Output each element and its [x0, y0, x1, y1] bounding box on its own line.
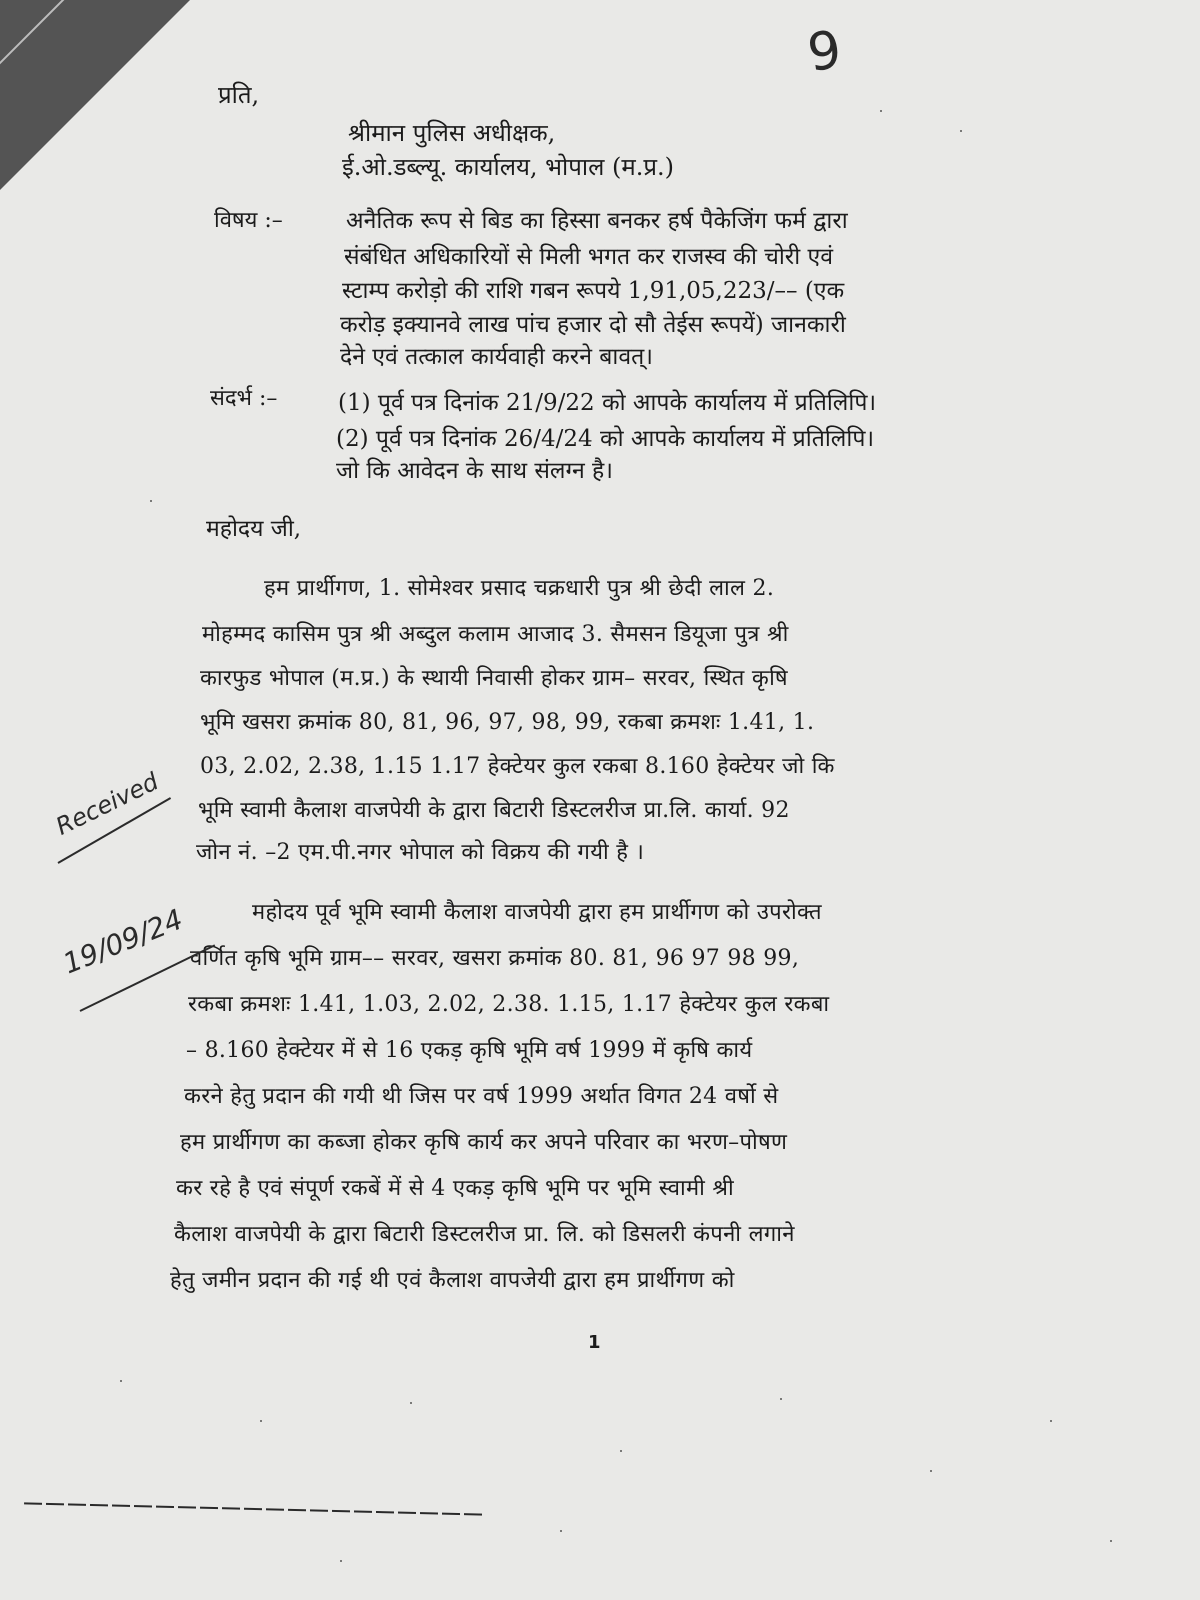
reference-line: (2) पूर्व पत्र दिनांक 26/4/24 को आपके कार्यालय में प्रतिलिपि। [336, 426, 875, 452]
reference-line: (1) पूर्व पत्र दिनांक 21/9/22 को आपके कार्यालय में प्रतिलिपि। [338, 390, 877, 416]
paragraph-line: हम प्रार्थीगण, 1. सोमेश्वर प्रसाद चक्रधारी पुत्र श्री छेदी लाल 2. [264, 576, 775, 601]
paragraph-line: 03, 2.02, 2.38, 1.15 1.17 हेक्टेयर कुल रकबा 8.160 हेक्टेयर जो कि [200, 754, 835, 779]
subject-line: अनैतिक रूप से बिड का हिस्सा बनकर हर्ष पैकेजिंग फर्म द्वारा [346, 208, 848, 234]
date-handwritten-annotation: 19/09/24 [58, 902, 188, 981]
subject-label: विषय :– [214, 208, 283, 233]
paragraph-line: महोदय पूर्व भूमि स्वामी कैलाश वाजपेयी द्वारा हम प्रार्थीगण को उपरोक्त [252, 900, 822, 925]
subject-line: करोड़ इक्यानवे लाख पांच हजार दो सौ तेईस रूपयें) जानकारी [340, 312, 846, 338]
reference-line: जो कि आवेदन के साथ संलग्न है। [336, 458, 613, 484]
folded-corner [0, 0, 190, 190]
addressee-line-1: श्रीमान पुलिस अधीक्षक, [348, 119, 556, 147]
paragraph-line: भूमि स्वामी कैलाश वाजपेयी के द्वारा बिटारी डिस्टलरीज प्रा.लि. कार्या. 92 [198, 798, 790, 823]
subject-line: देने एवं तत्काल कार्यवाही करने बावत्। [340, 344, 653, 370]
paragraph-line: मोहम्मद कासिम पुत्र श्री अब्दुल कलाम आजाद 3. सैमसन डियूजा पुत्र श्री [202, 622, 789, 647]
subject-line: संबंधित अधिकारियों से मिली भगत कर राजस्व की चोरी एवं [344, 244, 833, 270]
page-number: 1 [588, 1332, 601, 1353]
paragraph-line: कारफुड भोपाल (म.प्र.) के स्थायी निवासी होकर ग्राम– सरवर, स्थित कृषि [200, 666, 788, 691]
paragraph-line: कैलाश वाजपेयी के द्वारा बिटारी डिस्टलरीज प्रा. लि. को डिसलरी कंपनी लगाने [174, 1222, 795, 1247]
bottom-dashed-rule [24, 1502, 484, 1515]
addressee-line-2: ई.ओ.डब्ल्यू. कार्यालय, भोपाल (म.प्र.) [342, 153, 674, 181]
paragraph-line: जोन नं. –2 एम.पी.नगर भोपाल को विक्रय की गयी है । [196, 840, 645, 865]
handwritten-page-mark: 9 [803, 19, 846, 85]
paragraph-line: – 8.160 हेक्टेयर में से 16 एकड़ कृषि भूमि वर्ष 1999 में कृषि कार्य [186, 1038, 753, 1063]
paragraph-line: कर रहे है एवं संपूर्ण रकबें में से 4 एकड़ कृषि भूमि पर भूमि स्वामी श्री [176, 1176, 734, 1201]
paragraph-line: हेतु जमीन प्रदान की गई थी एवं कैलाश वापजेयी द्वारा हम प्रार्थीगण को [170, 1268, 735, 1293]
to-label: प्रति, [218, 81, 260, 109]
paragraph-line: करने हेतु प्रदान की गयी थी जिस पर वर्ष 1999 अर्थात विगत 24 वर्षो से [184, 1084, 779, 1109]
paragraph-line: हम प्रार्थीगण का कब्जा होकर कृषि कार्य कर अपने परिवार का भरण–पोषण [180, 1130, 788, 1155]
paragraph-line: रकबा क्रमशः 1.41, 1.03, 2.02, 2.38. 1.15, 1.17 हेक्टेयर कुल रकबा [188, 992, 830, 1017]
paragraph-line: वर्णित कृषि भूमि ग्राम–– सरवर, खसरा क्रमांक 80. 81, 96 97 98 99, [190, 946, 800, 971]
subject-line: स्टाम्प करोड़ो की राशि गबन रूपये 1,91,05,223/–– (एक [342, 278, 845, 304]
paragraph-line: भूमि खसरा क्रमांक 80, 81, 96, 97, 98, 99, रकबा क्रमशः 1.41, 1. [200, 710, 815, 735]
salutation: महोदय जी, [206, 516, 302, 542]
reference-label: संदर्भ :– [210, 386, 278, 411]
received-handwritten-annotation: Received [51, 767, 163, 841]
